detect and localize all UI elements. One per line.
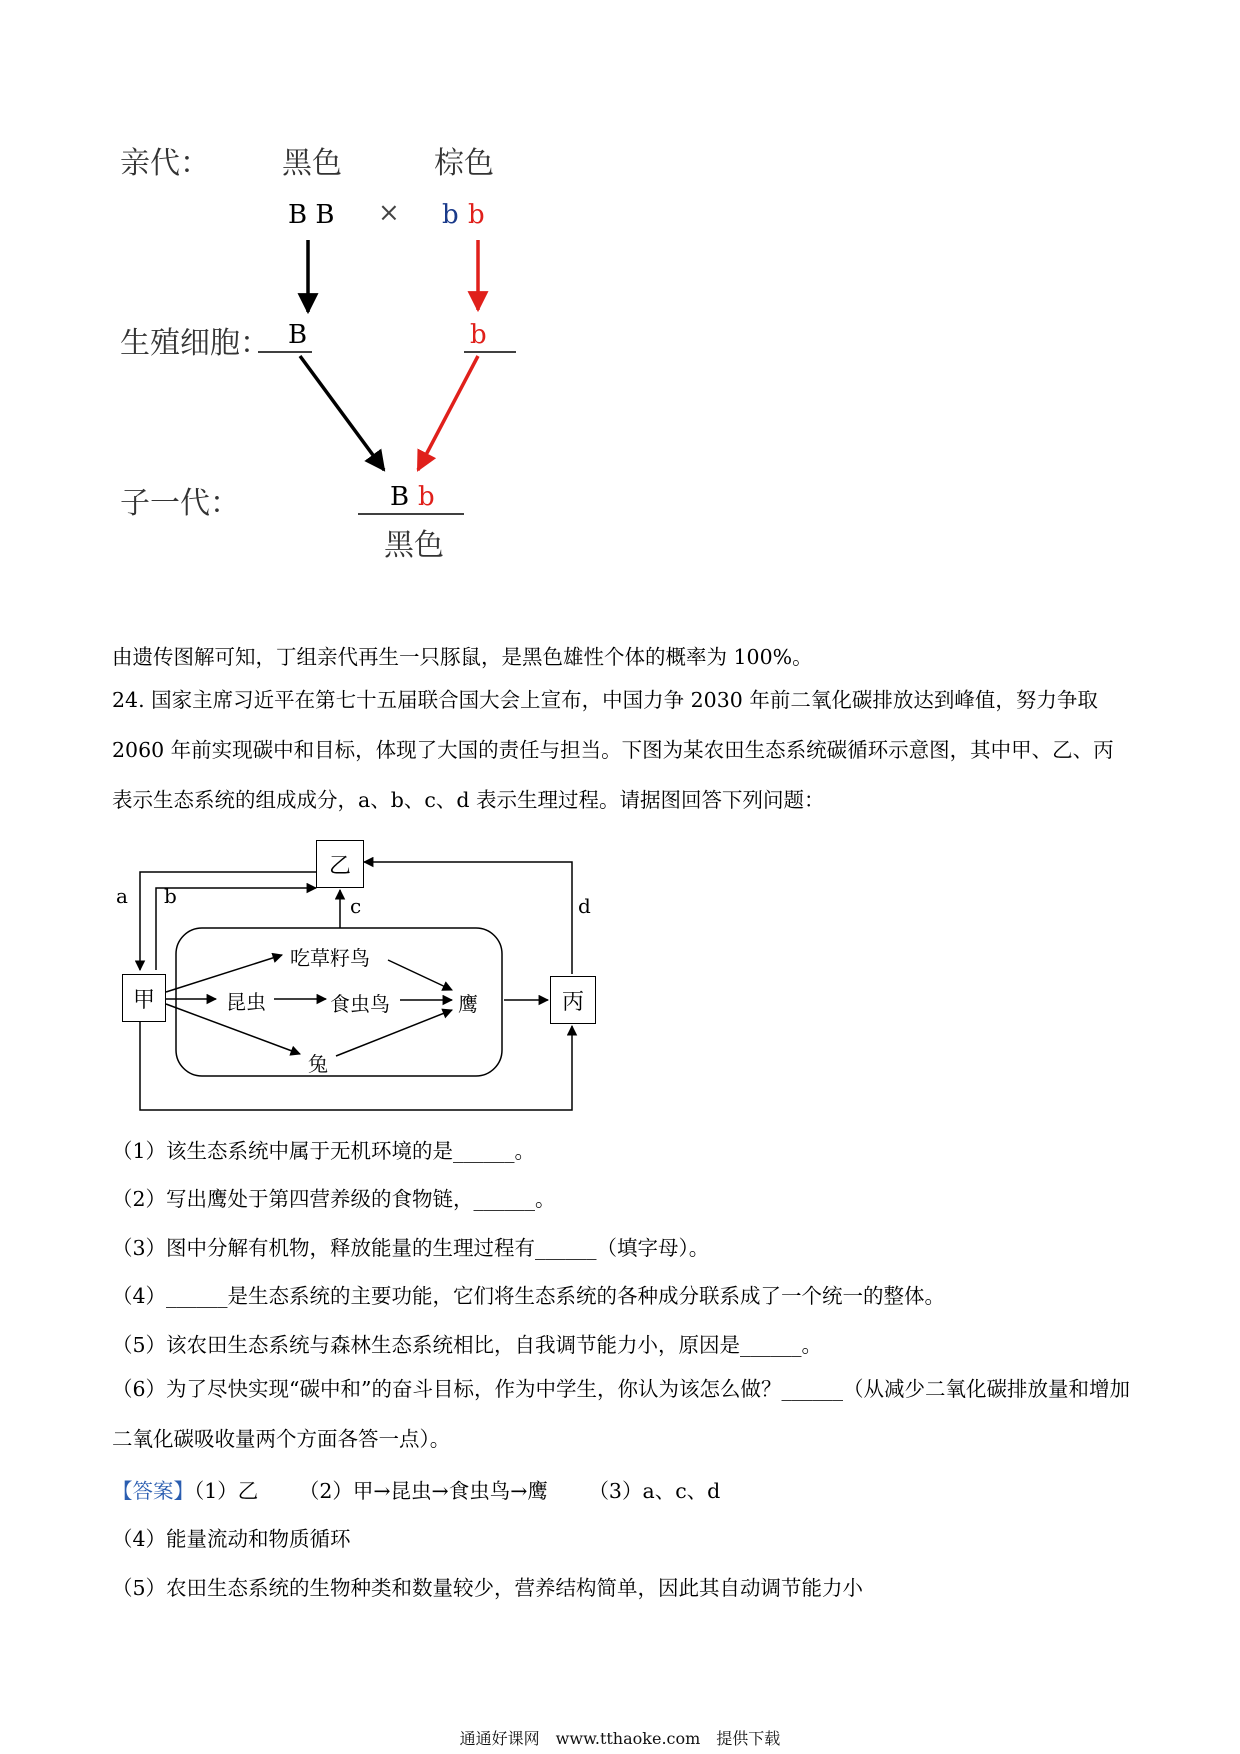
answer-tag: 【答案】: [112, 1479, 194, 1503]
label-d: d: [578, 894, 591, 918]
organism-insect-bird: 食虫鸟: [330, 992, 390, 1016]
parent2-genotype-allele-1: b: [442, 200, 459, 230]
page-footer: 通通好课网 www.tthaoke.com 提供下载: [459, 1729, 781, 1748]
question-2: （2）写出鹰处于第四营养级的食物链，______。: [112, 1187, 556, 1211]
process-d-arrow: [364, 862, 572, 974]
node-bing: 丙: [550, 976, 596, 1024]
answer-row-1: [112, 1474, 720, 1504]
question-4: （4）______是生态系统的主要功能，它们将生态系统的各种成分联系成了一个统一的整体。: [112, 1284, 946, 1308]
organism-insect: 昆虫: [226, 990, 266, 1014]
label-b: b: [164, 884, 177, 908]
answer-3: （3）a、c、d: [588, 1479, 721, 1503]
question-3: （3）图中分解有机物，释放能量的生理过程有______（填字母）。: [112, 1236, 710, 1260]
offspring-phenotype: 黑色: [384, 528, 444, 563]
organism-rabbit: 兔: [308, 1052, 328, 1076]
offspring-row-label: 子一代：: [120, 486, 240, 521]
gamete-2: b: [470, 320, 487, 350]
question-6: （6）为了尽快实现“碳中和”的奋斗目标，作为中学生，你认为该怎么做？______（从减少二氧化碳排放量和增加二氧化碳吸收量两个方面各答一点）。: [112, 1377, 1131, 1451]
answer-5: （5）农田生态系统的生物种类和数量较少，营养结构简单，因此其自动调节能力小: [112, 1576, 864, 1600]
cross-symbol: ×: [378, 198, 400, 228]
answer-2: （2）甲→昆虫→食虫鸟→鹰: [298, 1479, 548, 1503]
parent2-genotype-allele-2: b: [468, 200, 485, 230]
organism-grain-bird: 吃草籽鸟: [290, 946, 370, 970]
label-c: c: [350, 894, 362, 918]
gamete-row-label: 生殖细胞：: [120, 326, 270, 361]
parent1-genotype: B B: [288, 200, 335, 230]
conclusion-text: 由遗传图解可知，丁组亲代再生一只豚鼠，是黑色雄性个体的概率为 100%。: [112, 645, 813, 669]
offspring-genotype-allele-1: B: [390, 482, 410, 512]
question-24-stem: 24. 国家主席习近平在第七十五届联合国大会上宣布，中国力争 2030 年前二氧化碳排放达到峰值，努力争取 2060 年前实现碳中和目标，体现了大国的责任与担当。下图为某农田生态系统碳循环示意图，其中甲、乙、丙表示生态系统的组成成分，a、b、c、d 表示生理过程。请据图回答下列问题：: [112, 688, 1114, 812]
offspring-genotype-allele-2: b: [418, 482, 435, 512]
jia-to-bing-arrow: [140, 1020, 572, 1110]
gamete-1: B: [288, 320, 308, 350]
node-jia: 甲: [122, 974, 166, 1022]
organism-eagle: 鹰: [458, 992, 478, 1016]
arrow-grainbird-eagle: [388, 960, 452, 990]
question-5: （5）该农田生态系统与森林生态系统相比，自我调节能力小，原因是______。: [112, 1333, 823, 1357]
label-a: a: [116, 884, 128, 908]
parent2-phenotype: 棕色: [434, 146, 494, 181]
question-1: （1）该生态系统中属于无机环境的是______。: [112, 1139, 536, 1163]
parent-row-label: 亲代：: [120, 146, 210, 181]
node-yi: 乙: [316, 840, 364, 888]
answer-1: （1）乙: [194, 1479, 259, 1503]
parent1-phenotype: 黑色: [282, 146, 342, 181]
answer-4: （4）能量流动和物质循环: [112, 1527, 351, 1551]
